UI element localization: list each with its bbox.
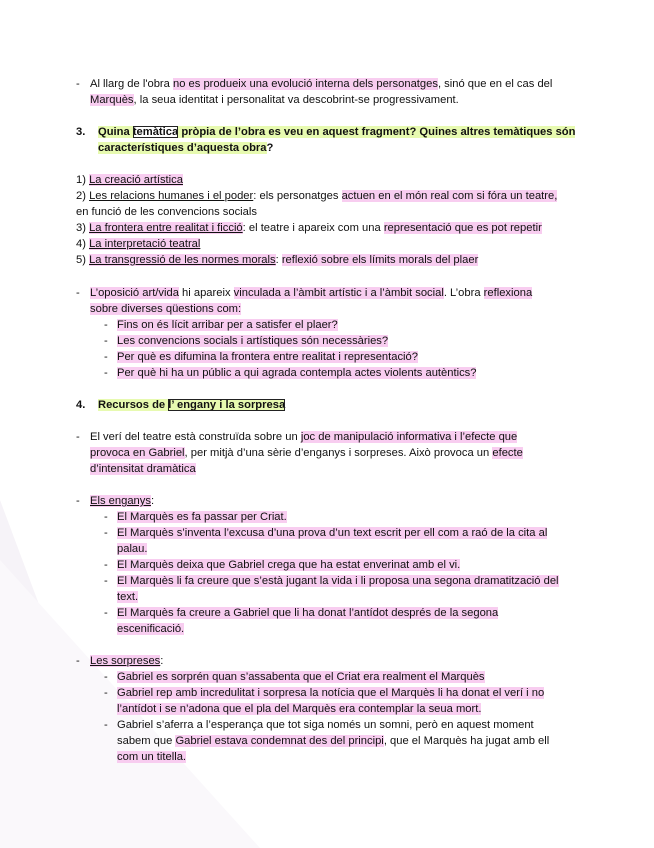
item-text: El Marquès es fa passar per Criat.	[117, 511, 287, 523]
question-3-heading	[98, 124, 598, 156]
question-text: Per què es difumina la frontera entre realitat i representació?	[117, 351, 418, 363]
theme-label: La frontera entre realitat i ficció	[89, 222, 243, 234]
highlight: no es produeix una evolució interna dels personatges	[172, 78, 438, 90]
question-3-number: 3.	[76, 126, 86, 138]
highlight: sobre diverses qüestions com:	[90, 303, 242, 315]
bullet-dash: -	[76, 431, 80, 443]
text: :	[160, 655, 164, 667]
boxed-word: temàtica	[132, 126, 179, 138]
heading-text: Recursos de	[98, 399, 169, 411]
theme-item	[76, 252, 596, 268]
text: Al llarg de l'obra	[90, 78, 173, 90]
text: El verí del teatre està construïda sobre un	[90, 431, 301, 443]
highlight: joc de manipulació informativa i l’efecte que	[300, 431, 518, 443]
item-text: , que el Marquès ha jugat amb ell	[383, 735, 550, 747]
sorpresa-item: - Gabriel es sorprén quan s’assabenta que el Criat era realment el Marquès	[104, 671, 485, 683]
boxed-phrase: l’ engany i la sorpresa	[168, 399, 286, 411]
bullet-dash: -	[76, 495, 80, 507]
section-label: Els enganys	[90, 495, 151, 507]
theme-number: 1)	[76, 174, 90, 186]
item-text: El Marquès s’inventa l’excusa d’una prova d’un text escrit per ell com a raó de la cita al	[117, 527, 548, 539]
question-text: Les convencions socials i artístiques són necessàries?	[117, 335, 389, 347]
sorpreses-heading	[90, 653, 590, 669]
highlight: Marquès	[90, 94, 134, 106]
theme-label: La creació artística	[89, 174, 183, 186]
text: . L’obra	[443, 287, 484, 299]
item-text: Gabriel rep amb incredulitat i sorpresa la notícia que el Marquès li ha donat el verí i no	[117, 687, 545, 699]
question-item: - Per què hi ha un públic a qui agrada contempla actes violents autèntics?	[104, 367, 477, 379]
item-text: El Marquès deixa que Gabriel crega que ha estat enverinat amb el vi.	[117, 559, 461, 571]
enganys-list	[104, 509, 584, 637]
section-label: Les sorpreses	[90, 655, 161, 667]
enganys-heading	[90, 493, 590, 509]
bullet-dash: -	[76, 655, 80, 667]
text: , sinó que en el cas del	[437, 78, 553, 90]
engany-item: - El Marquès fa creure a Gabriel que li ha donat l’antídot després de la segona escenificació.	[104, 607, 499, 635]
heading-text: Quina	[98, 126, 133, 138]
theme-text: :	[275, 254, 282, 266]
item-text: El Marquès fa creure a Gabriel que li ha donat l’antídot després de la segona	[117, 607, 499, 619]
engany-item: - El Marquès deixa que Gabriel crega que ha estat enverinat amb el vi.	[104, 559, 461, 571]
theme-label: La transgressió de les normes morals	[89, 254, 276, 266]
item-text: escenificació.	[117, 623, 185, 635]
theme-item-continuation	[76, 204, 596, 220]
item-text: l’antídot i se n’adona que el pla del Marquès era contemplar la seua mort.	[117, 703, 482, 715]
heading-text: ?	[266, 142, 274, 154]
paragraph-art-vida	[90, 285, 590, 317]
heading-text: característiques d’aquesta obra	[98, 142, 267, 154]
highlight: actuen en el món real com si fóra un teatre,	[341, 190, 558, 202]
theme-number: 2)	[76, 190, 90, 202]
highlight: efecte	[492, 447, 523, 459]
theme-text: en funció de les convencions socials	[76, 206, 257, 218]
themes-list	[76, 172, 596, 268]
highlight: provoca en Gabriel	[90, 447, 185, 459]
text: , la seua identitat i personalitat va descobrint-se progressivament.	[133, 94, 459, 106]
theme-label: Les relacions humanes i el poder	[89, 190, 254, 202]
theme-item	[76, 188, 596, 204]
theme-number: 4)	[76, 238, 90, 250]
sorpreses-list	[104, 669, 584, 765]
item-text: sabem que	[117, 735, 176, 747]
question-4-number: 4.	[76, 399, 86, 411]
item-text: Gabriel s’aferra a l’esperança que tot siga només un somni, però en aquest moment	[117, 719, 534, 731]
question-text: Per què hi ha un públic a qui agrada contempla actes violents autèntics?	[117, 367, 477, 379]
question-text: Fins on és lícit arribar per a satisfer el plaer?	[117, 319, 338, 331]
bullet-dash: -	[76, 287, 80, 299]
engany-item: - El Marquès s’inventa l’excusa d’una prova d’un text escrit per ell com a raó de la cita al palau.	[104, 527, 548, 555]
text: . Això provoca un	[403, 447, 493, 459]
sorpresa-item: - Gabriel rep amb incredulitat i sorpresa la notícia que el Marquès li ha donat el verí i no l’antídot i se n’adona que el pla del Marquès era contemplar la seua mort.	[104, 687, 545, 715]
theme-text: : el teatre i apareix com una	[242, 222, 384, 234]
questions-list	[104, 317, 584, 381]
question-item: - Fins on és lícit arribar per a satisfer el plaer?	[104, 319, 338, 331]
item-text: text.	[117, 591, 139, 603]
question-item: - Per què es difumina la frontera entre realitat i representació?	[104, 351, 418, 363]
highlight: L’oposició art/vida	[90, 287, 179, 299]
engany-item: - El Marquès li fa creure que s’està jugant la vida i li proposa una segona dramatització del text.	[104, 575, 559, 603]
item-text: Gabriel es sorprén quan s’assabenta que el Criat era realment el Marquès	[117, 671, 485, 683]
theme-text: : els personatges	[253, 190, 342, 202]
text: , per mitjà d’una sèrie d’enganys i sorpreses	[184, 447, 404, 459]
highlight: representació que es pot repetir	[383, 222, 542, 234]
heading-text: pròpia de l’obra es veu en aquest fragment? Quines altres temàtiques són	[178, 126, 576, 138]
highlight: reflexiona	[483, 287, 533, 299]
highlight: vinculada a l’àmbit artístic i a l’àmbit social	[233, 287, 444, 299]
highlight: reflexió sobre els límits morals del plaer	[281, 254, 479, 266]
theme-item	[76, 172, 596, 188]
theme-label: La interpretació teatral	[89, 238, 201, 250]
paragraph-veri-teatre	[90, 429, 590, 477]
highlight: com un titella.	[117, 751, 187, 763]
text: hi apareix	[178, 287, 234, 299]
paragraph-evolucio	[90, 76, 590, 108]
theme-number: 5)	[76, 254, 90, 266]
theme-item	[76, 236, 596, 252]
question-item: - Les convencions socials i artístiques són necessàries?	[104, 335, 389, 347]
highlight: d’intensitat dramàtica	[90, 463, 196, 475]
sorpresa-item: - Gabriel s’aferra a l’esperança que tot siga només un somni, però en aquest moment sabem que Gabriel estava condemnat des del principi, que el Marquès ha jugat amb ell com un titella.	[104, 719, 550, 763]
question-4-heading	[98, 397, 498, 413]
engany-item: - El Marquès es fa passar per Criat.	[104, 511, 287, 523]
theme-item	[76, 220, 596, 236]
bullet-dash: -	[76, 78, 80, 90]
highlight: Gabriel estava condemnat des del principi	[175, 735, 384, 747]
text: :	[150, 495, 155, 507]
item-text: El Marquès li fa creure que s’està jugant la vida i li proposa una segona dramatització del	[117, 575, 559, 587]
theme-number: 3)	[76, 222, 90, 234]
item-text: palau.	[117, 543, 148, 555]
